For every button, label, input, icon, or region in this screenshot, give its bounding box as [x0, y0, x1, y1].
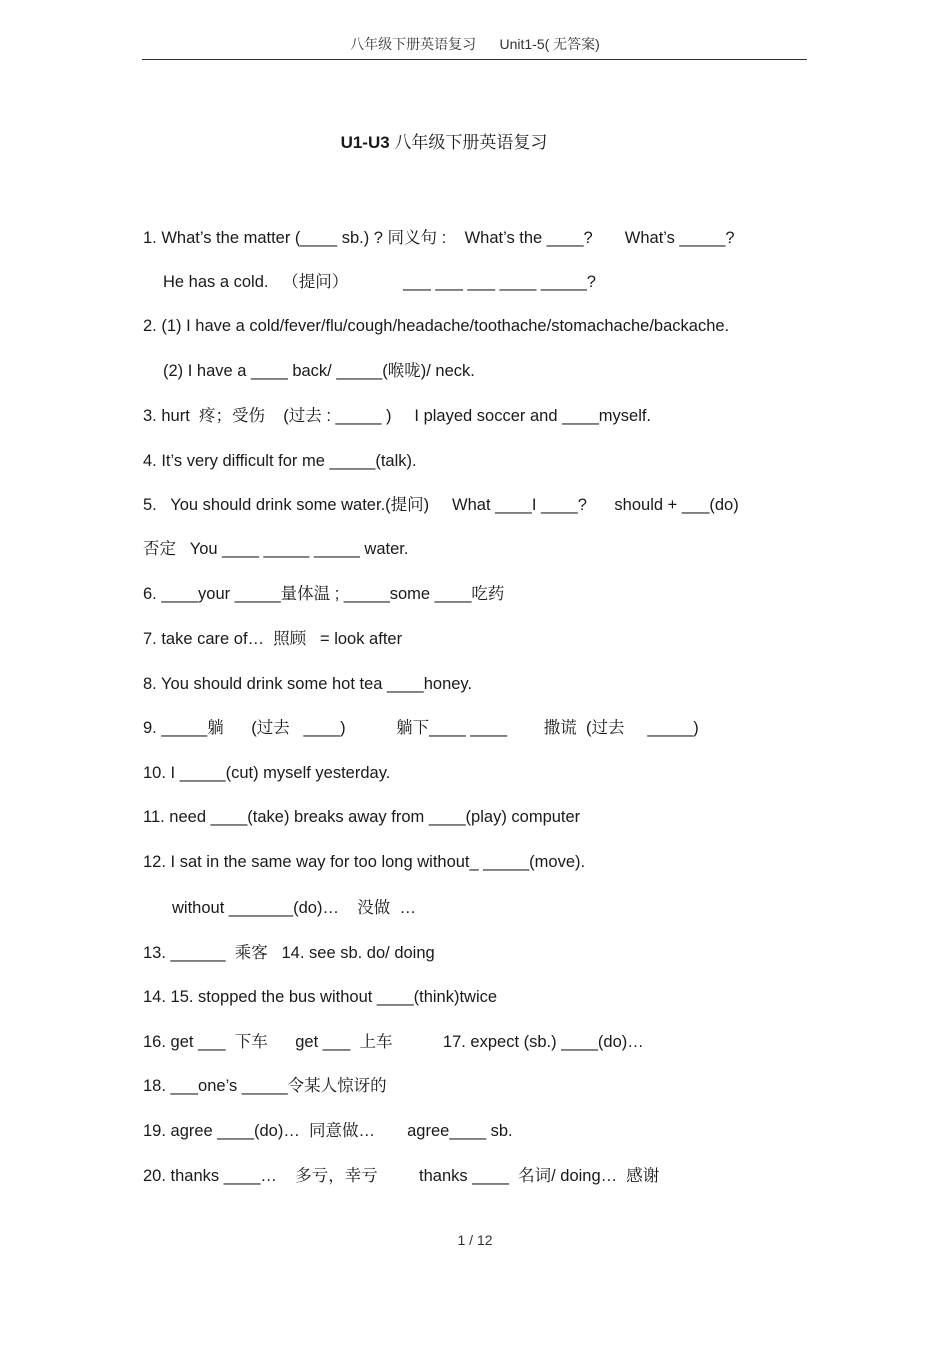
- item-5: 5. You should drink some water.(提问) What ____I ____? should + ___(do): [143, 496, 739, 514]
- item-10: 10. I _____(cut) myself yesterday.: [143, 764, 391, 782]
- title-text: 八年级下册英语复习: [389, 133, 548, 152]
- item-14: 14. 15. stopped the bus without ____(think)twice: [143, 988, 498, 1006]
- page-number: 1 / 12: [457, 1232, 493, 1248]
- item-5-sub: 否定 You ____ _____ _____ water.: [143, 540, 409, 558]
- item-2-sub: (2) I have a ____ back/ _____(喉咙)/ neck.: [163, 362, 475, 380]
- document-title: [0, 128, 888, 153]
- item-1-sub: He has a cold. （提问） ___ ___ ___ ____ _____?: [163, 273, 596, 291]
- title-code: U1-U3: [340, 133, 390, 152]
- item-16: 16. get ___ 下车 get ___ 上车 17. expect (sb.) ____(do)…: [143, 1033, 644, 1051]
- item-11: 11. need ____(take) breaks away from ____(play) computer: [143, 808, 581, 826]
- item-13: 13. ______ 乘客 14. see sb. do/ doing: [143, 944, 435, 962]
- item-2: 2. (1) I have a cold/fever/flu/cough/headache/toothache/stomachache/backache.: [143, 317, 730, 335]
- item-12: 12. I sat in the same way for too long without_ _____(move).: [143, 853, 586, 871]
- item-1: 1. What’s the matter (____ sb.) ? 同义句 : What’s the ____? What’s _____?: [143, 229, 735, 247]
- item-4: 4. It’s very difficult for me _____(talk).: [143, 452, 417, 470]
- item-7: 7. take care of… 照顾 = look after: [143, 630, 403, 648]
- header-divider: [142, 59, 807, 60]
- item-19: 19. agree ____(do)… 同意做… agree____ sb.: [143, 1122, 513, 1140]
- item-9: 9. _____躺 (过去 ____) 躺下____ ____ 撒谎 (过去 _____): [143, 719, 699, 737]
- item-18: 18. ___one’s _____令某人惊讶的: [143, 1077, 387, 1095]
- item-12-sub: without _______(do)… 没做 …: [172, 899, 416, 917]
- item-6: 6. ____your _____量体温 ; _____some ____吃药: [143, 585, 505, 603]
- page-header: 八年级下册英语复习 Unit1-5( 无答案): [350, 36, 600, 52]
- item-8: 8. You should drink some hot tea ____honey.: [143, 675, 473, 693]
- item-20: 20. thanks ____… 多亏，幸亏 thanks ____ 名词/ doing… 感谢: [143, 1167, 660, 1185]
- item-3: 3. hurt 疼；受伤 (过去 : _____ ) I played soccer and ____myself.: [143, 407, 652, 425]
